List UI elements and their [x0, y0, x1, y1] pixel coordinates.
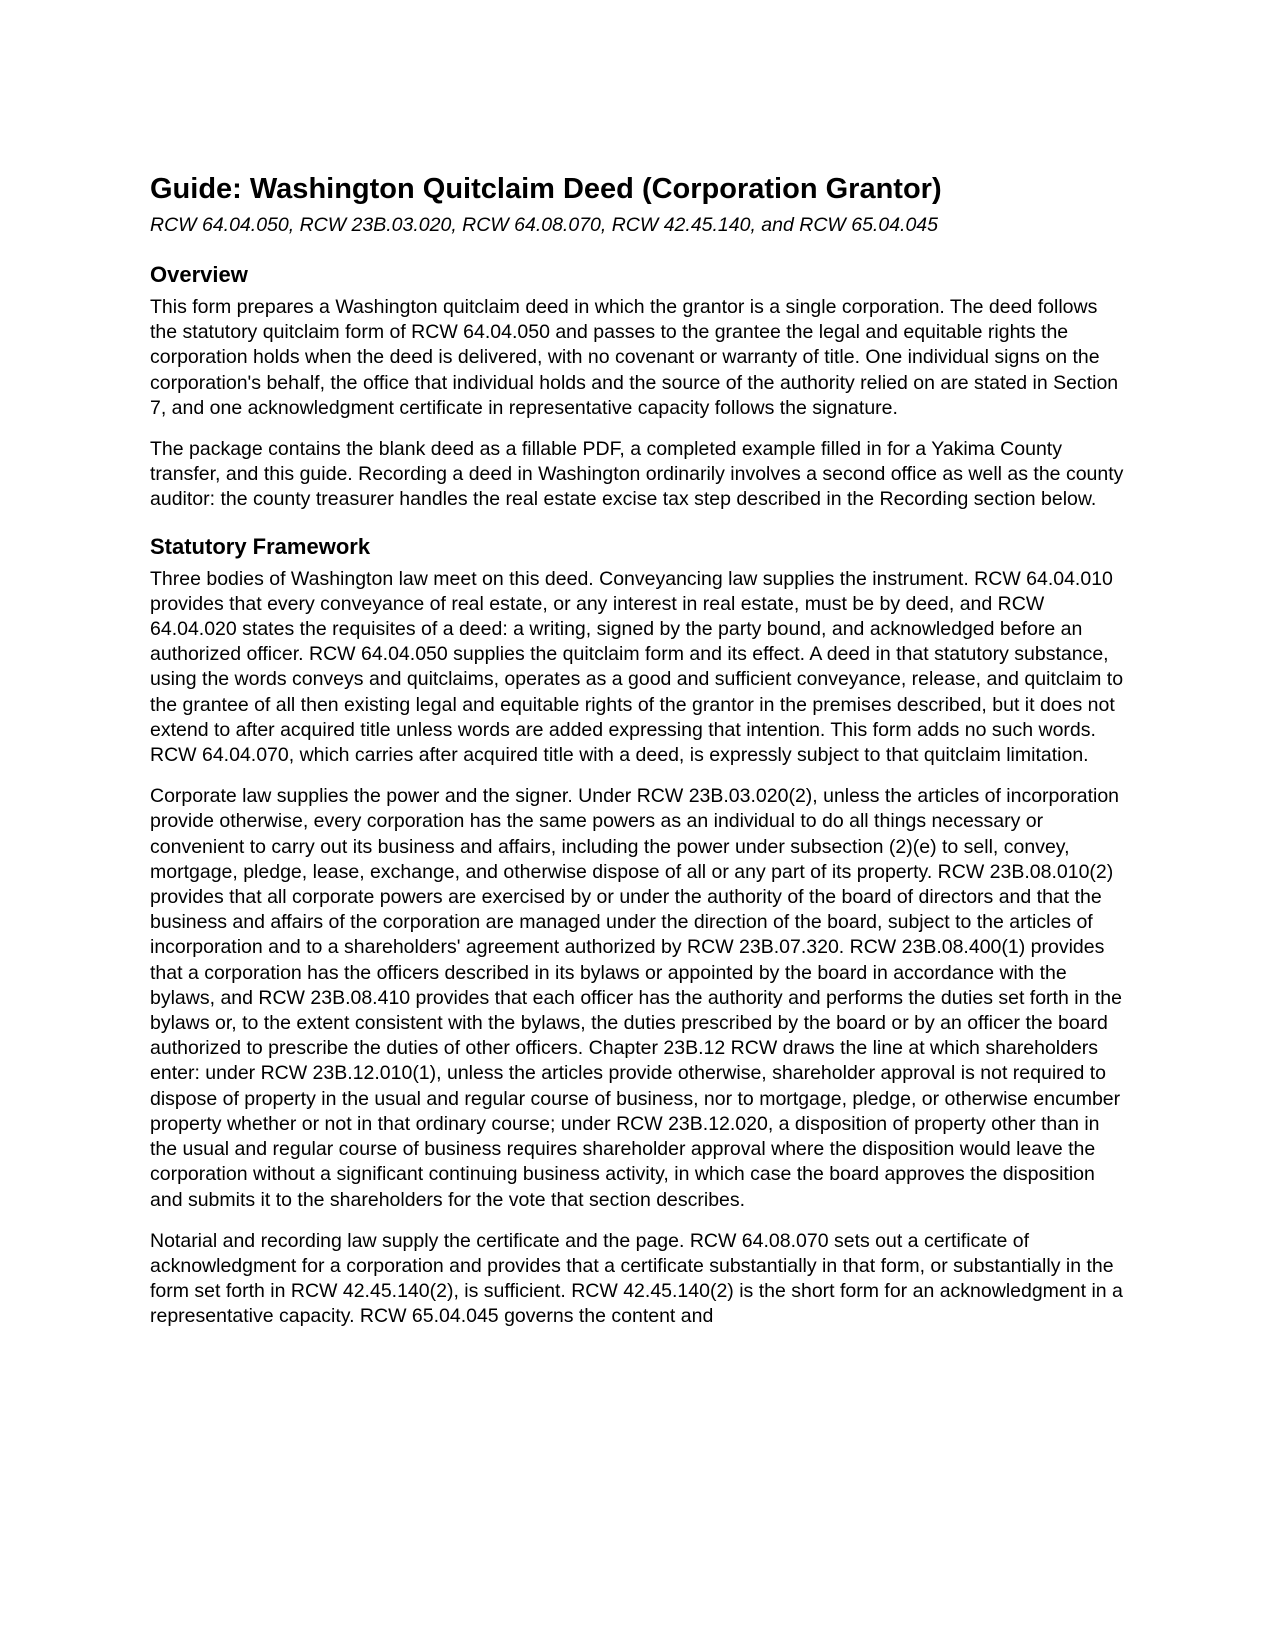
- framework-paragraph-2: Corporate law supplies the power and the signer. Under RCW 23B.03.020(2), unless the articles of incorporation provide otherwise, every corporation has the same powers as an individual to do all things necessary or convenient to carry out its business and affairs, including the power under subsection (2)(e) to sell, convey, mortgage, pledge, lease, exchange, and otherwise dispose of all or any part of its property. RCW 23B.08.010(2) provides that all corporate powers are exercised by or under the authority of the board of directors and that the business and affairs of the corporation are managed under the direction of the board, subject to the articles of incorporation and to a shareholders' agreement authorized by RCW 23B.07.320. RCW 23B.08.400(1) provides that a corporation has the officers described in its bylaws or appointed by the board in accordance with the bylaws, and RCW 23B.08.410 provides that each officer has the authority and performs the duties set forth in the bylaws or, to the extent consistent with the bylaws, the duties prescribed by the board or by an officer the board authorized to prescribe the duties of other officers. Chapter 23B.12 RCW draws the line at which shareholders enter: under RCW 23B.12.010(1), unless the articles provide otherwise, shareholder approval is not required to dispose of property in the usual and regular course of business, nor to mortgage, pledge, or otherwise encumber property whether or not in that ordinary course; under RCW 23B.12.020, a disposition of property other than in the usual and regular course of business requires shareholder approval where the disposition would leave the corporation without a significant continuing business activity, in which case the board approves the disposition and submits it to the shareholders for the vote that section describes.: [150, 785, 1122, 1211]
- document-title: Guide: Washington Quitclaim Deed (Corporation Grantor): [150, 173, 942, 205]
- framework-paragraph-1: Three bodies of Washington law meet on this deed. Conveyancing law supplies the instrument. RCW 64.04.010 provides that every conveyance of real estate, or any interest in real estate, must be by deed, and RCW 64.04.020 states the requisites of a deed: a writing, signed by the party bound, and acknowledged before an authorized officer. RCW 64.04.050 supplies the quitclaim form and its effect. A deed in that statutory substance, using the words conveys and quitclaims, operates as a good and sufficient conveyance, release, and quitclaim to the grantee of all then existing legal and equitable rights of the grantor in the premises described, but it does not extend to after acquired title unless words are added expressing that intention. This form adds no such words. RCW 64.04.070, which carries after acquired title with a deed, is expressly subject to that quitclaim limitation.: [150, 567, 1124, 767]
- overview-paragraph-1: This form prepares a Washington quitclaim deed in which the grantor is a single corporation. The deed follows the statutory quitclaim form of RCW 64.04.050 and passes to the grantee the legal and equitable rights the corporation holds when the deed is delivered, with no covenant or warranty of title. One individual signs on the corporation's behalf, the office that individual holds and the source of the authority relied on are stated in Section 7, and one acknowledgment certificate in representative capacity follows the signature.: [150, 296, 1119, 419]
- framework-paragraph-3: Notarial and recording law supply the certificate and the page. RCW 64.08.070 sets out a certificate of acknowledgment for a corporation and provides that a certificate substantially in that form, or substantially in the form set forth in RCW 42.45.140(2), is sufficient. RCW 42.45.140(2) is the short form for an acknowledgment in a representative capacity. RCW 65.04.045 governs the content and: [150, 1229, 1123, 1328]
- statute-citations: RCW 64.04.050, RCW 23B.03.020, RCW 64.08.070, RCW 42.45.140, and RCW 65.04.045: [150, 214, 938, 236]
- overview-paragraph-2: The package contains the blank deed as a fillable PDF, a completed example filled in for a Yakima County transfer, and this guide. Recording a deed in Washington ordinarily involves a second office as well as the county auditor: the county treasurer handles the real estate excise tax step described in the Recording section below.: [150, 438, 1124, 511]
- section-heading-statutory-framework: Statutory Framework: [150, 533, 371, 559]
- section-heading-overview: Overview: [150, 262, 248, 287]
- document-page: [150, 171, 1125, 1330]
